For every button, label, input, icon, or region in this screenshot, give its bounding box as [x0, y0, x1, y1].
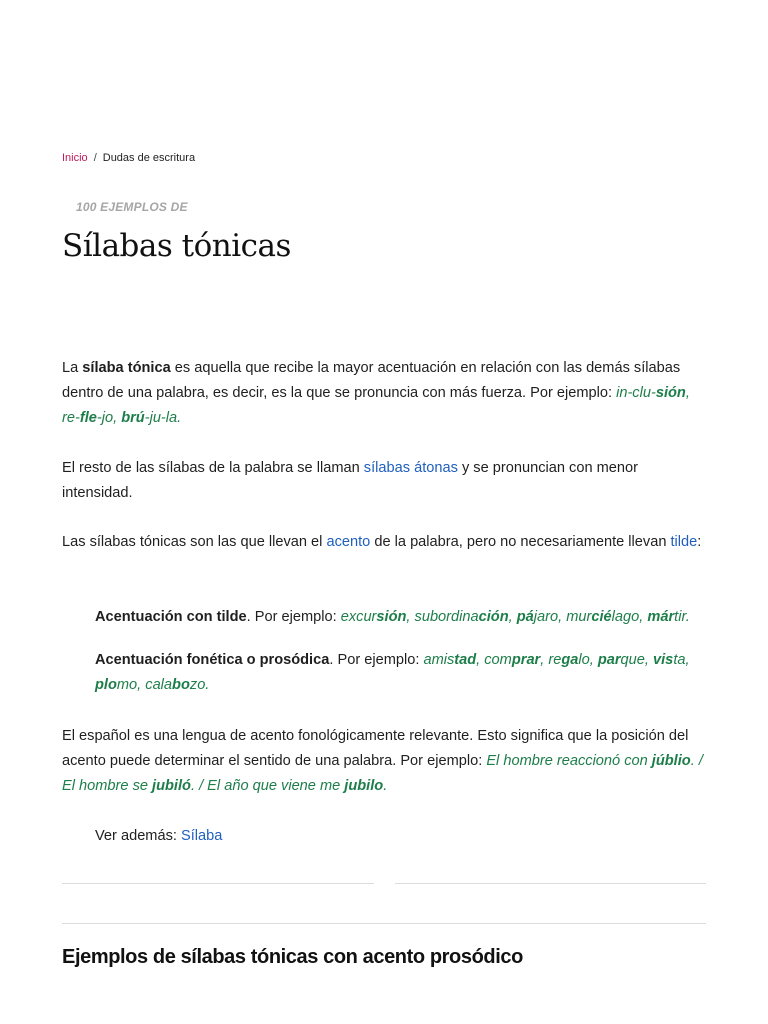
ex-part: El hombre reaccionó con [486, 753, 652, 769]
ex-stressed: prar [511, 652, 541, 668]
page-title: Sílabas tónicas [62, 228, 291, 264]
item1-label: Acentuación con tilde [95, 609, 247, 625]
ex-part: lo, [578, 652, 598, 668]
ex-stressed: vis [653, 652, 674, 668]
divider-left [62, 883, 374, 884]
ex-part: que, [620, 652, 654, 668]
breadcrumb-home-link[interactable]: Inicio [62, 152, 88, 164]
ex-stressed: jubiló [152, 778, 191, 794]
section-divider [62, 923, 706, 924]
breadcrumb [62, 152, 195, 164]
p2-text-2: y se pronuncian con menor intensidad. [62, 460, 638, 501]
p1-text-1: La [62, 360, 83, 376]
divider-right [395, 883, 706, 884]
breadcrumb-separator: / [93, 152, 97, 164]
ex-stressed: bo [172, 677, 190, 693]
ex-part: . / El hombre se [62, 753, 703, 794]
ex-stressed: júblio [651, 753, 691, 769]
see-also-label: Ver además: [95, 828, 181, 844]
silabas-atonas-link[interactable]: sílabas átonas [363, 460, 458, 476]
item2-label: Acentuación fonética o prosódica [95, 652, 330, 668]
item1-examples [341, 609, 690, 625]
ex-part: excur [340, 609, 377, 625]
see-also [95, 824, 707, 849]
ex-part: in-clu- [616, 385, 656, 401]
item1-text: . Por ejemplo: [246, 609, 341, 625]
ex-stressed: jubilo [344, 778, 384, 794]
section-heading: Ejemplos de sílabas tónicas con acento prosódico [62, 946, 523, 968]
ex-stressed: plo [95, 677, 117, 693]
ex-part: jaro, mur [533, 609, 592, 625]
ex-part: lago, [611, 609, 648, 625]
silaba-link[interactable]: Sílaba [181, 828, 223, 844]
ex-stressed: par [597, 652, 621, 668]
p1-bold-term: sílaba tónica [82, 360, 171, 376]
p2-text-1: El resto de las sílabas de la palabra se llaman [62, 460, 364, 476]
kicker-label: 100 EJEMPLOS DE [76, 200, 188, 214]
list-item-acentuacion-tilde [95, 605, 707, 630]
ex-stressed: sión [655, 385, 686, 401]
ex-stressed: ga [561, 652, 579, 668]
ex-part: -jo, [96, 410, 122, 426]
ex-part: amis [423, 652, 455, 668]
p3-text-2: de la palabra, pero no necesariamente llevan [370, 534, 671, 550]
ex-stressed: ción [478, 609, 509, 625]
tilde-paragraph [62, 530, 710, 555]
ex-part: zo. [189, 677, 210, 693]
ex-part: , re [540, 652, 562, 668]
ex-part: -ju-la. [144, 410, 182, 426]
ex-part: , re- [62, 385, 690, 426]
ex-stressed: fle [79, 410, 97, 426]
ex-part: , [508, 609, 517, 625]
fonologico-paragraph [62, 724, 710, 799]
ex-part: , com [476, 652, 512, 668]
p1-text-2: es aquella que recibe la mayor acentuación en relación con las demás sílabas dentro de una palabra, es decir, es la que se pronuncia con más fuerza. Por ejemplo: [62, 360, 681, 401]
intro-paragraph [62, 356, 710, 431]
breadcrumb-current-link[interactable]: Dudas de escritura [102, 152, 196, 164]
ex-part: , subordina [406, 609, 479, 625]
ex-part: . [383, 778, 388, 794]
ex-stressed: pá [516, 609, 534, 625]
ex-stressed: brú [121, 410, 145, 426]
p4-text: El español es una lengua de acento fonológicamente relevante. Esto significa que la posición del acento puede determinar el sentido de una palabra. Por ejemplo: [62, 728, 689, 769]
ex-stressed: cié [591, 609, 612, 625]
ex-part: . / El año que viene me [190, 778, 345, 794]
ex-part: mo, cala [116, 677, 173, 693]
tilde-link[interactable]: tilde [670, 534, 698, 550]
p3-text-1: Las sílabas tónicas son las que llevan el [62, 534, 327, 550]
ex-stressed: tad [454, 652, 477, 668]
ex-part: tir. [674, 609, 690, 625]
item2-text: . Por ejemplo: [329, 652, 424, 668]
p3-text-3: : [697, 534, 702, 550]
ex-stressed: sión [376, 609, 407, 625]
list-item-acentuacion-prosodica [95, 648, 707, 698]
ex-part: ta, [673, 652, 690, 668]
atonas-paragraph [62, 456, 710, 506]
acento-link[interactable]: acento [326, 534, 371, 550]
ex-stressed: már [647, 609, 675, 625]
